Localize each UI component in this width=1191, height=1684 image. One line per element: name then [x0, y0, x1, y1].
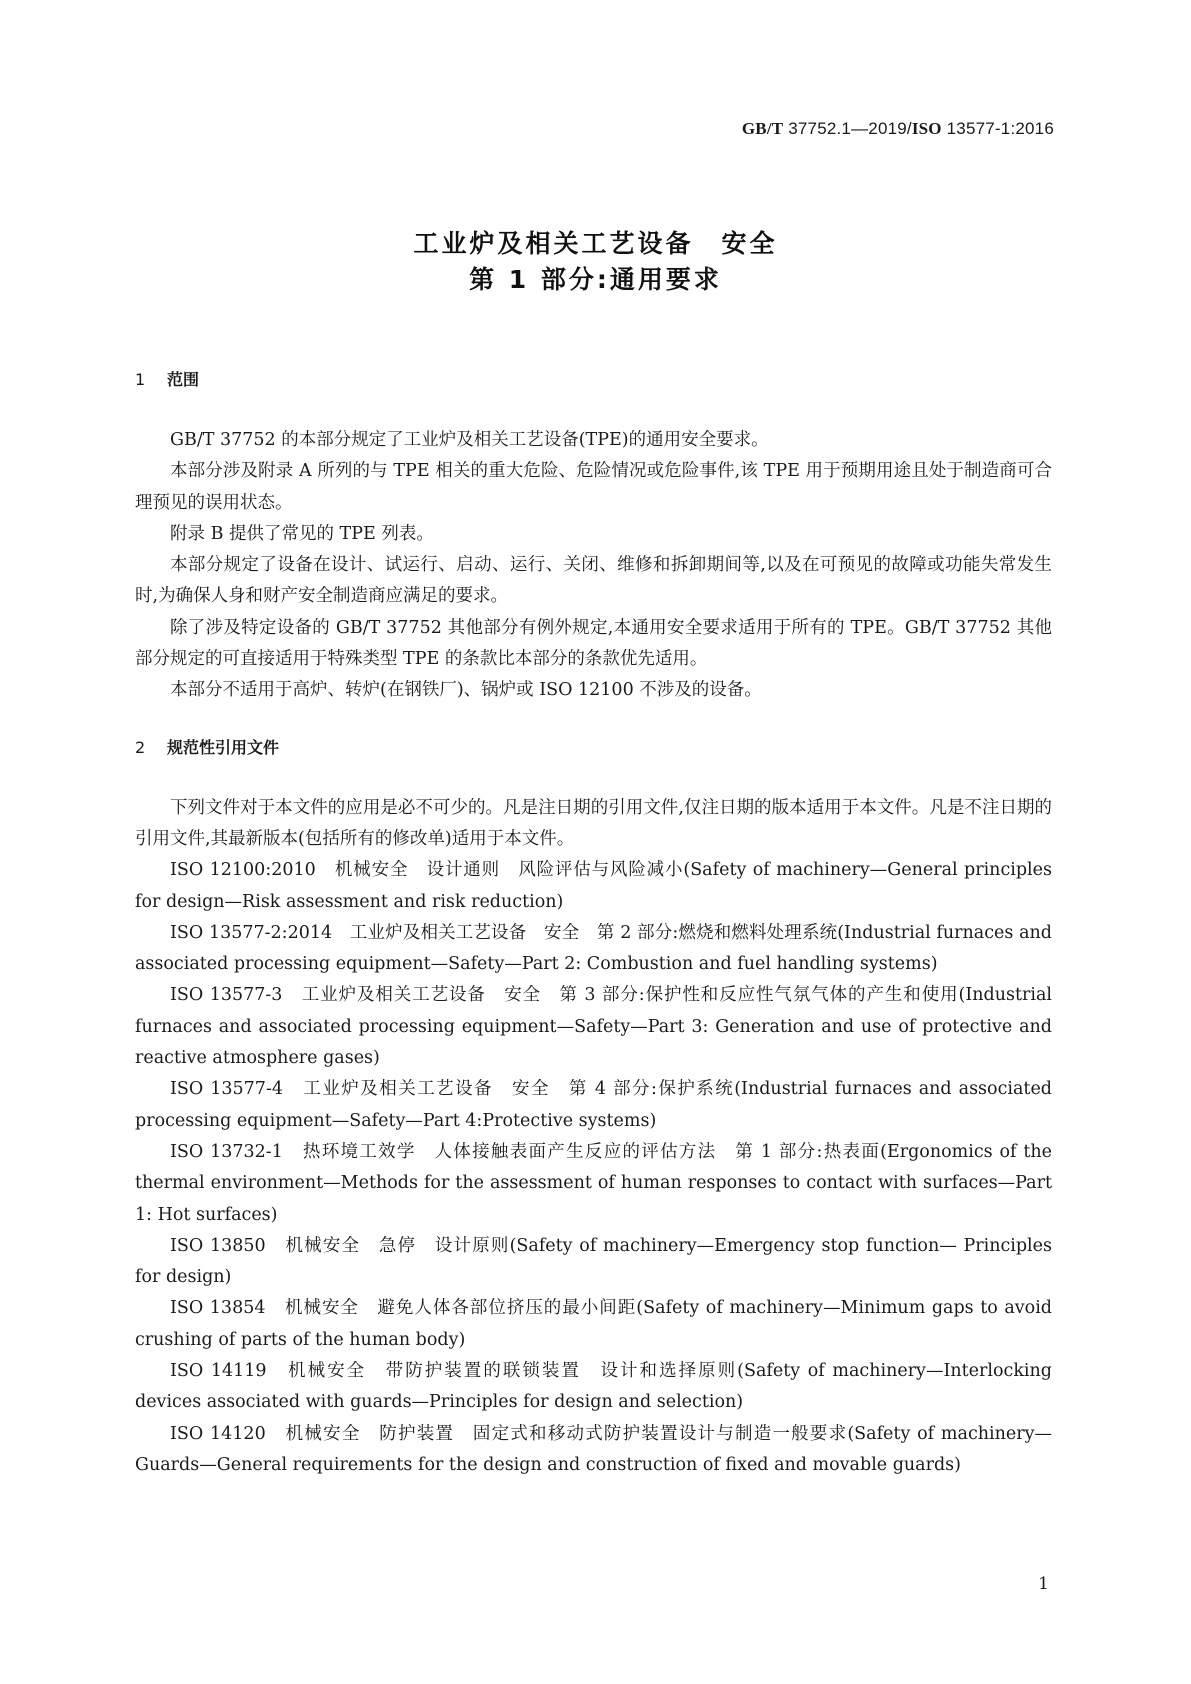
page-number: 1	[1038, 1574, 1049, 1594]
paragraph: GB/T 37752 的本部分规定了工业炉及相关工艺设备(TPE)的通用安全要求。	[170, 430, 769, 450]
paragraph: 附录 B 提供了常见的 TPE 列表。	[170, 523, 434, 544]
document-title	[0, 226, 1191, 298]
paragraph: 除了涉及特定设备的 GB/T 37752 其他部分有例外规定,本通用安全要求适用于所有的 TPE。GB/T 37752 其他部分规定的可直接适用于特殊类型 TPE 的条款比本部分的条款优先适用。	[135, 617, 1052, 670]
section-title: 规范性引用文件	[167, 737, 280, 757]
paragraph: 本部分涉及附录 A 所列的与 TPE 相关的重大危险、危险情况或危险事件,该 TPE 用于预期用途且处于制造商可合理预见的误用状态。	[135, 461, 1052, 513]
reference-entry: ISO 13850 机械安全 急停 设计原则(Safety of machinery—Emergency stop function— Principles for design)	[135, 1235, 1052, 1288]
section-number: 1	[135, 370, 146, 389]
document-body	[135, 368, 1052, 1481]
paragraph: 本部分不适用于高炉、转炉(在钢铁厂)、锅炉或 ISO 12100 不涉及的设备。	[170, 680, 762, 701]
title-line-2: 第 1 部分:通用要求	[469, 265, 722, 294]
reference-entry: ISO 13577-4 工业炉及相关工艺设备 安全 第 4 部分:保护系统(Industrial furnaces and associated processing equipment—Safety—Part 4:Protective systems)	[135, 1079, 1052, 1131]
reference-entry: ISO 14120 机械安全 防护装置 固定式和移动式防护装置设计与制造一般要求(Safety of machinery—Guards—General requirements for the design and construction of fixed and movable guards)	[135, 1423, 1052, 1475]
section-title: 范围	[167, 370, 200, 389]
section-heading-scope	[135, 368, 1052, 392]
section-number: 2	[135, 737, 146, 757]
iso-number: 13577-1:2016	[941, 119, 1054, 138]
gbt-prefix: GB/T	[741, 119, 784, 138]
section-heading-normative-references	[135, 736, 1052, 760]
iso-prefix: ISO	[911, 119, 942, 138]
reference-entry: ISO 13732-1 热环境工效学 人体接触表面产生反应的评估方法 第 1 部分:热表面(Ergonomics of the thermal environment—Methods for the assessment of human responses to contact with surfaces—Part 1: Hot surfaces)	[135, 1141, 1052, 1225]
reference-entry: ISO 13577-3 工业炉及相关工艺设备 安全 第 3 部分:保护性和反应性气氛气体的产生和使用(Industrial furnaces and associated processing equipment—Safety—Part 3: Generation and use of protective and reactive atmosphere gases)	[135, 985, 1052, 1069]
paragraph: 本部分规定了设备在设计、试运行、启动、运行、关闭、维修和拆卸期间等,以及在可预见的故障或功能失常发生时,为确保人身和财产安全制造商应满足的要求。	[135, 555, 1052, 607]
paragraph: 下列文件对于本文件的应用是必不可少的。凡是注日期的引用文件,仅注日期的版本适用于本文件。凡是不注日期的引用文件,其最新版本(包括所有的修改单)适用于本文件。	[135, 797, 1052, 849]
reference-entry: ISO 13854 机械安全 避免人体各部位挤压的最小间距(Safety of machinery—Minimum gaps to avoid crushing of parts of the human body)	[135, 1298, 1052, 1350]
reference-entry: ISO 13577-2:2014 工业炉及相关工艺设备 安全 第 2 部分:燃烧和燃料处理系统(Industrial furnaces and associated processing equipment—Safety—Part 2: Combustion and fuel handling systems)	[135, 922, 1052, 975]
standard-code-header	[742, 119, 1054, 139]
reference-entry: ISO 12100:2010 机械安全 设计通则 风险评估与风险减小(Safety of machinery—General principles for design—Risk assessment and risk reduction)	[135, 860, 1052, 912]
reference-entry: ISO 14119 机械安全 带防护装置的联锁装置 设计和选择原则(Safety of machinery—Interlocking devices associated with guards—Principles for design and selection)	[135, 1361, 1052, 1413]
gbt-number: 37752.1—2019/	[783, 119, 912, 138]
title-line-1: 工业炉及相关工艺设备 安全	[413, 229, 778, 258]
